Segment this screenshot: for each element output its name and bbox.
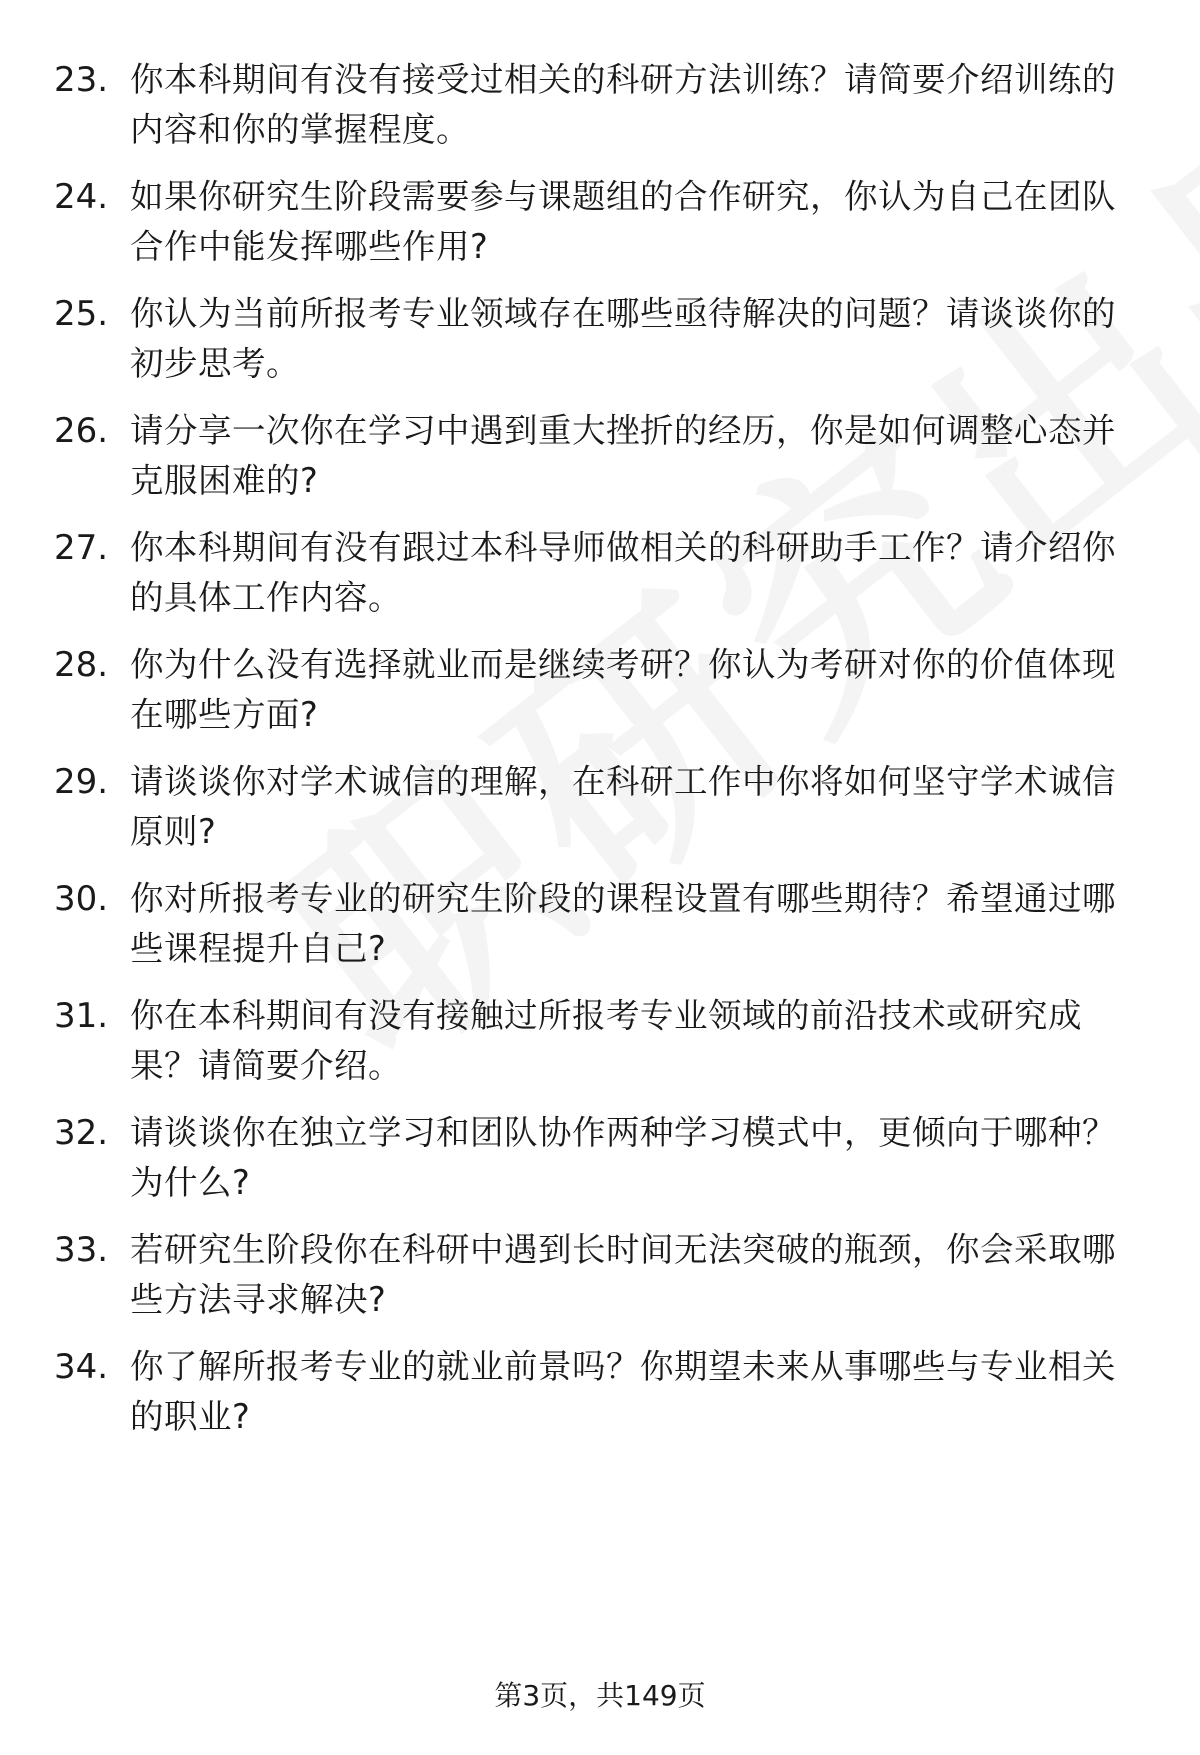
question-text: 你了解所报考专业的就业前景吗？你期望未来从事哪些与专业相关的职业? xyxy=(130,1347,1116,1436)
question-text: 你认为当前所报考专业领域存在哪些亟待解决的问题？请谈谈你的初步思考。 xyxy=(130,294,1116,383)
list-item xyxy=(54,523,1144,643)
question-number: 33. xyxy=(54,1230,109,1270)
question-number: 23. xyxy=(54,60,109,100)
question-number: 34. xyxy=(54,1347,109,1387)
list-item xyxy=(54,289,1144,409)
question-text: 你本科期间有没有接受过相关的科研方法训练？请简要介绍训练的内容和你的掌握程度。 xyxy=(130,60,1116,149)
list-item xyxy=(54,1225,1144,1345)
list-item xyxy=(54,874,1144,994)
question-text: 请分享一次你在学习中遇到重大挫折的经历，你是如何调整心态并克服困难的? xyxy=(130,411,1116,500)
question-text: 若研究生阶段你在科研中遇到长时间无法突破的瓶颈，你会采取哪些方法寻求解决? xyxy=(130,1230,1116,1319)
question-text: 请谈谈你对学术诚信的理解，在科研工作中你将如何坚守学术诚信原则? xyxy=(130,762,1116,851)
question-number: 27. xyxy=(54,528,109,568)
question-number: 32. xyxy=(54,1113,109,1153)
list-item xyxy=(54,55,1144,175)
list-item xyxy=(54,406,1144,526)
question-text: 你本科期间有没有跟过本科导师做相关的科研助手工作？请介绍你的具体工作内容。 xyxy=(130,528,1116,617)
question-number: 28. xyxy=(54,645,109,685)
question-text: 你在本科期间有没有接触过所报考专业领域的前沿技术或研究成果？请简要介绍。 xyxy=(130,996,1082,1085)
question-number: 29. xyxy=(54,762,109,802)
question-text: 请谈谈你在独立学习和团队协作两种学习模式中，更倾向于哪种？为什么? xyxy=(130,1113,1116,1202)
question-number: 24. xyxy=(54,177,109,217)
list-item xyxy=(54,1108,1144,1228)
question-number: 31. xyxy=(54,996,109,1036)
question-text: 如果你研究生阶段需要参与课题组的合作研究，你认为自己在团队合作中能发挥哪些作用? xyxy=(130,177,1116,266)
question-number: 26. xyxy=(54,411,109,451)
list-item xyxy=(54,172,1144,292)
question-number: 25. xyxy=(54,294,109,334)
question-text: 你对所报考专业的研究生阶段的课程设置有哪些期待？希望通过哪些课程提升自己? xyxy=(130,879,1116,968)
list-item xyxy=(54,640,1144,760)
page-number-footer: 第3页，共149页 xyxy=(494,1679,706,1712)
list-item xyxy=(54,757,1144,877)
list-item xyxy=(54,991,1144,1111)
question-number: 30. xyxy=(54,879,109,919)
list-item xyxy=(54,1342,1144,1462)
question-text: 你为什么没有选择就业而是继续考研？你认为考研对你的价值体现在哪些方面? xyxy=(130,645,1116,734)
